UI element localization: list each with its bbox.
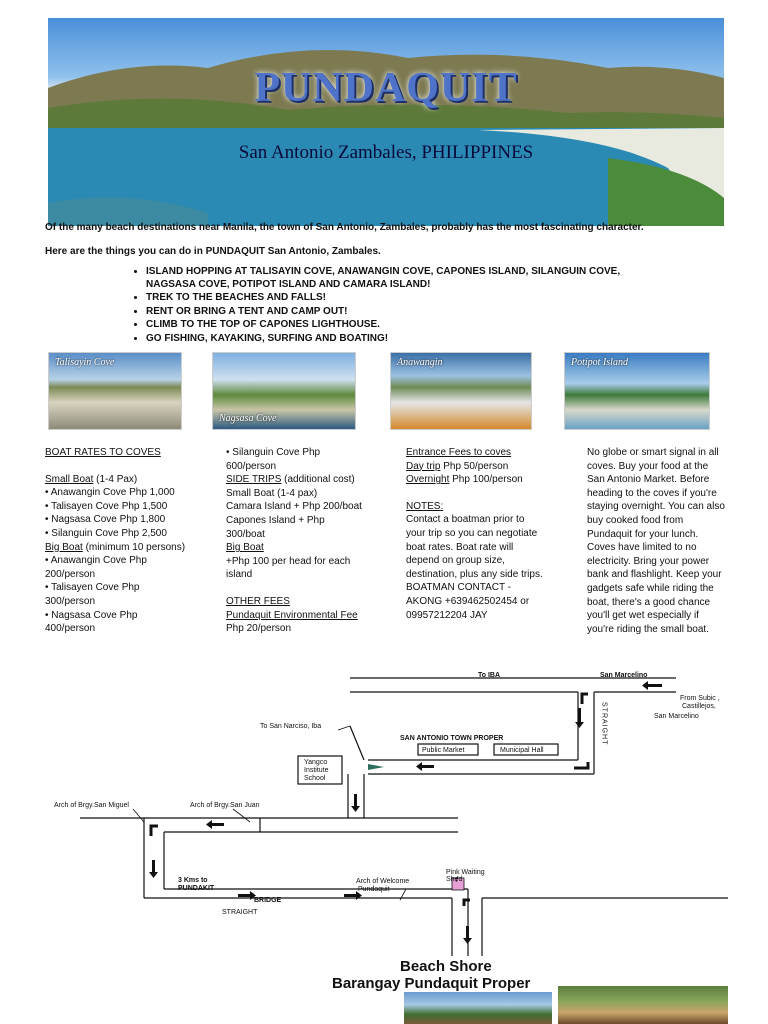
label-3-kms: 3 Kms to [178, 877, 208, 884]
tips-text: No globe or smart signal in all coves. Buy your food at the San Antonio Market. Before heading to the coves if you're staying overnight. You can also buy cooked food from Pundaquit for your lunch. Coves have limited to no electricity. Bring your power bank and flashlight. Keep your gadgets safe while riding the boat, there's a good chance you'll get wet especially if you're riding the small boat. [587, 447, 725, 635]
camara-rate: Camara Island + Php 200/boat [226, 501, 362, 513]
label-to-iba: To IBA [478, 672, 501, 679]
hero-title: PUNDAQUIT [254, 65, 518, 111]
list-item: • Nagsasa Cove Php 1,800 [45, 514, 166, 526]
label-castillejos: Castillejos, [682, 703, 716, 710]
label-municipal-hall: Municipal Hall [500, 747, 544, 754]
overnight-amount: Php 100/person [449, 474, 523, 486]
entrance-fees-column [406, 446, 544, 622]
label-school: School [304, 775, 326, 782]
label-shed: Shed [446, 876, 463, 883]
list-item: • TREK TO THE BEACHES AND FALLS! [146, 292, 666, 305]
photo-label: Talisayin Cove [55, 357, 115, 368]
label-pundakit: PUNDAKIT [178, 885, 215, 892]
list-item: • Talisayen Cove Php 1,500 [45, 500, 168, 512]
label-to-san-narciso: To San Narciso, Iba [260, 723, 322, 730]
big-boat-label: Big Boat [45, 541, 83, 553]
boat-rates-column [45, 446, 190, 636]
list-item: • GO FISHING, KAYAKING, SURFING AND BOATING! [146, 333, 666, 346]
list-item: • RENT OR BRING A TENT AND CAMP OUT! [146, 306, 666, 319]
day-trip-amount: Php 50/person [440, 460, 509, 472]
boatman-contact: BOATMAN CONTACT - AKONG +639462502454 or 09957212204 JAY [406, 582, 530, 621]
intro-line-2: Here are the things you can do in PUNDAQUIT San Antonio, Zambales. [45, 246, 381, 257]
beach-shore-photo [404, 992, 552, 1024]
photo-label: Potipot Island [571, 357, 628, 368]
list-item: • Talisayen Cove Php 300/person [45, 582, 140, 607]
hero-landscape [48, 18, 724, 226]
label-arch-san-miguel: Arch of Brgy.San Miguel [54, 802, 129, 809]
small-boat-label: Small Boat [45, 473, 94, 485]
label-town-proper: SAN ANTONIO TOWN PROPER [400, 735, 504, 742]
capones-rate: Capones Island + Php 300/boat [226, 514, 325, 540]
label-institute: Institute [304, 767, 329, 774]
boat-rates-heading: BOAT RATES TO COVES [45, 447, 161, 458]
list-item: • CLIMB TO THE TOP OF CAPONES LIGHTHOUSE. [146, 319, 666, 332]
big-boat-note: +Php 100 per head for each island [226, 555, 351, 581]
list-item: • Anawangin Cove Php 200/person [45, 555, 147, 580]
photo-label: Nagsasa Cove [219, 413, 277, 424]
barangay-label: Barangay Pundaquit Proper [332, 975, 531, 992]
small-boat-pax: (1-4 Pax) [93, 473, 138, 485]
list-item: • Nagsasa Cove Php 400/person [45, 609, 138, 635]
photo-anawangin [390, 352, 532, 430]
label-arch-welcome-pundaquit: Pundaquit [358, 886, 390, 893]
overnight-label: Overnight [406, 474, 450, 486]
label-bridge: BRIDGE [254, 897, 282, 904]
label-straight-vertical: STRAIGHT [600, 702, 608, 746]
side-trips-column [226, 446, 366, 636]
beach-shore-label: Beach Shore [400, 958, 492, 975]
silanguin-rate: • Silanguin Cove Php 600/person [226, 447, 321, 472]
label-from-subic: From Subic , [680, 695, 720, 702]
day-trip-label: Day trip [406, 460, 441, 472]
big-boat-pax: (minimum 10 persons) [82, 541, 186, 553]
notes-heading: NOTES: [406, 500, 444, 512]
label-san-marcelino-2: San Marcelino [654, 713, 699, 720]
label-yangco: Yangco [304, 759, 328, 766]
small-boat-pax: Small Boat (1-4 pax) [226, 487, 318, 499]
side-trips-heading: SIDE TRIPS [226, 474, 282, 486]
directions-map [48, 664, 728, 964]
side-trips-note: (additional cost) [281, 474, 355, 486]
env-fee-label: Pundaquit Environmental Fee [226, 609, 358, 621]
label-public-market: Public Market [422, 747, 465, 754]
env-fee-amount: Php 20/person [226, 623, 292, 635]
barangay-photo [558, 986, 728, 1024]
photo-potipot [564, 352, 710, 430]
hero-banner [48, 18, 724, 226]
list-item: • ISLAND HOPPING AT TALISAYIN COVE, ANAWANGIN COVE, CAPONES ISLAND, SILANGUIN COVE, NAGSASA COVE, POTIPOT ISLAND AND CAMARA ISLAND! [146, 266, 666, 291]
tips-column [587, 446, 727, 636]
other-fees-heading: OTHER FEES [226, 595, 290, 607]
notes-text: Contact a boatman prior to your trip so you can negotiate boat rates. Boat rate will depend on group size, destination, plus any side trips. [406, 514, 543, 580]
flag-marker [368, 764, 384, 770]
big-boat-label: Big Boat [226, 542, 264, 554]
label-arch-welcome: Arch of Welcome [356, 878, 410, 885]
label-straight: STRAIGHT [222, 909, 258, 916]
label-arch-san-juan: Arch of Brgy.San Juan [190, 802, 260, 809]
entrance-fees-heading: Entrance Fees to coves [406, 447, 512, 458]
things-list [132, 266, 666, 346]
photo-label: Anawangin [397, 357, 443, 368]
label-pink-waiting: Pink Waiting [446, 869, 485, 876]
intro-line-1: Of the many beach destinations near Manila, the town of San Antonio, Zambales, probably has the most fascinating character. [45, 222, 644, 233]
hero-subtitle: San Antonio Zambales, PHILIPPINES [238, 142, 534, 163]
photo-talisayin [48, 352, 182, 430]
list-item: • Silanguin Cove Php 2,500 [45, 527, 167, 539]
list-item: • Anawangin Cove Php 1,000 [45, 487, 175, 499]
label-san-marcelino: San Marcelino [600, 672, 648, 679]
photo-nagsasa [212, 352, 356, 430]
